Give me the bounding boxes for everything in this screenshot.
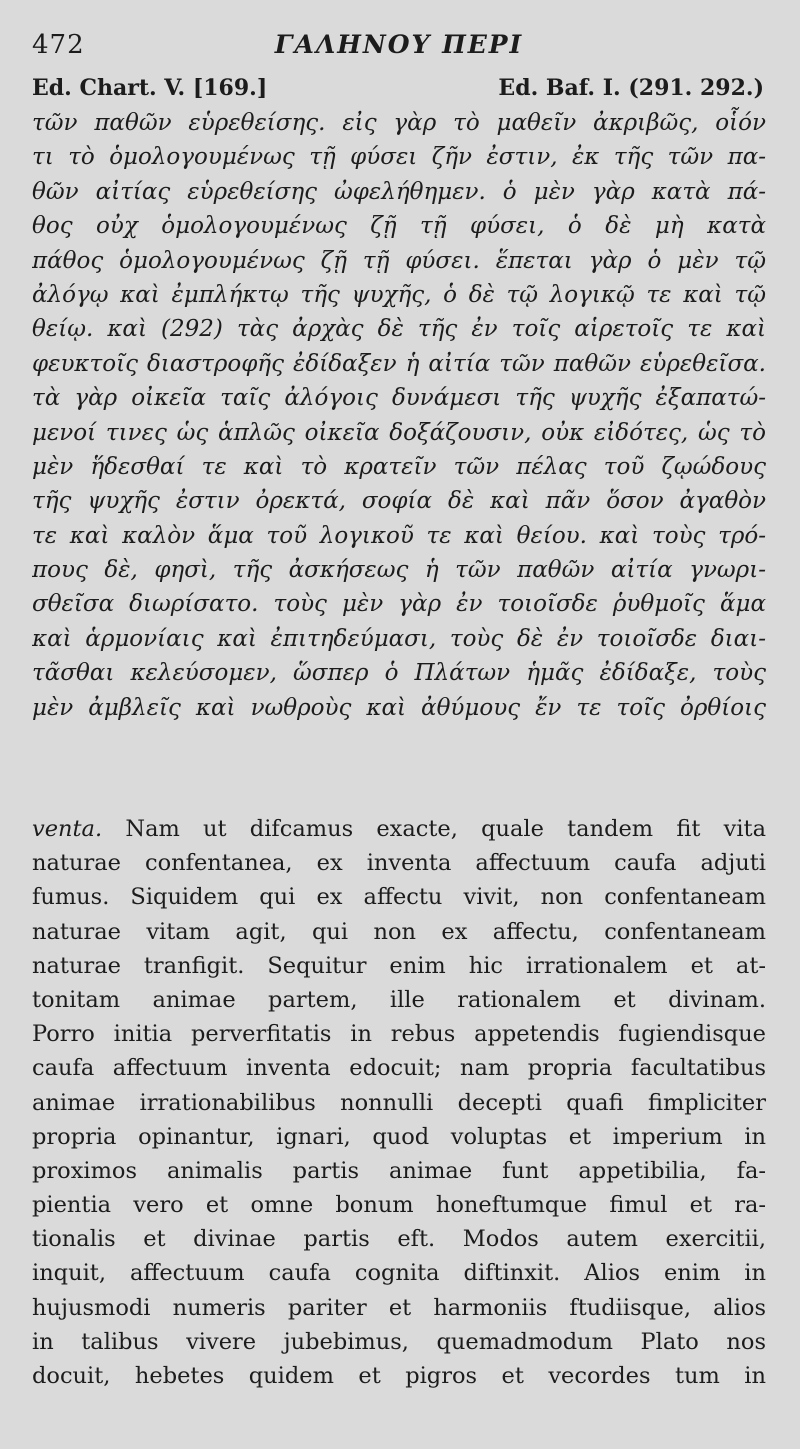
latin-text-line: animae irrationabilibus nonnulli decepti quafi fimpliciter [32,1089,766,1116]
page-header [32,26,766,66]
latin-text-line: docuit, hebetes quidem et pigros et vecordes tum in [32,1363,766,1389]
greek-text-line: μὲν ἥδεσθαί τε καὶ τὸ κρατεῖν τῶν πέλας τοῦ ζῳώδους [32,453,766,480]
latin-text-line: in talibus vivere jubebimus, quemadmodum Plato nos [32,1328,766,1355]
page-number: 472 [32,30,85,60]
latin-text-line: caufa affectuum inventa edocuit; nam propria facultatibus [32,1055,766,1082]
edition-reference-chartier: Ed. Chart. V. [169.] [32,75,268,101]
latin-text-line: pientia vero et omne bonum honeftumque fimul et ra- [32,1192,766,1219]
greek-text-line: καὶ ἁρμονίαις καὶ ἐπιτηδεύμασι, τοὺς δὲ ἐν τοιοῖσδε διαι- [32,625,766,652]
greek-text-line: μὲν ἀμβλεῖς καὶ νωθροὺς καὶ ἀθύμους ἔν τε τοῖς ὀρθίοις [32,694,766,721]
latin-text-segment: Nam ut difcamus exacte, quale tandem fit vita [125,816,766,842]
latin-text-line: tonitam animae partem, ille rationalem et divinam. [32,986,766,1013]
latin-text-line: tionalis et divinae partis eft. Modos autem exercitii, [32,1226,766,1253]
greek-text-line: πους δὲ, φησὶ, τῆς ἀσκήσεως ἡ τῶν παθῶν αἰτία γνωρι- [32,557,766,584]
greek-text-line: τῆς ψυχῆς ἐστιν ὀρεκτά, σοφία δὲ καὶ πᾶν ὅσον ἀγαθὸν [32,488,766,515]
greek-text-line: θείῳ. καὶ (292) τὰς ἀρχὰς δὲ τῆς ἐν τοῖς αἱρετοῖς τε καὶ [32,316,766,343]
greek-text-line: τι τὸ ὁμολογουμένως τῇ φύσει ζῆν ἐστιν, ἐκ τῆς τῶν πα- [32,144,766,171]
greek-text-line: φευκτοῖς διαστροφῆς ἐδίδαξεν ἡ αἰτία τῶν παθῶν εὑρεθεῖσα. [32,350,766,377]
latin-text-line: naturae tranfigit. Sequitur enim hic irrationalem et at- [32,952,766,979]
greek-text-line: τῶν παθῶν εὑρεθείσης. εἰς γὰρ τὸ μαθεῖν ἀκριβῶς, οἷόν [32,110,766,136]
greek-text-line: πάθος ὁμολογουμένως ζῇ τῇ φύσει. ἕπεται γὰρ ὁ μὲν τῷ [32,247,766,274]
latin-text-line: hujusmodi numeris pariter et harmoniis ftudiisque, alios [32,1294,766,1321]
latin-text-line: propria opinantur, ignari, quod voluptas et imperium in [32,1123,766,1150]
latin-text-block [32,812,766,1393]
greek-text-line: τὰ γὰρ οἰκεῖα ταῖς ἀλόγοις δυνάμεσι τῆς ψυχῆς ἐξαπατώ- [32,385,766,412]
greek-text-line: σθεῖσα διωρίσατο. τοὺς μὲν γὰρ ἐν τοιοῖσδε ῥυθμοῖς ἅμα [32,591,766,618]
edition-references [32,75,764,105]
greek-text-block [32,106,766,725]
greek-text-line: τᾶσθαι κελεύσομεν, ὥσπερ ὁ Πλάτων ἡμᾶς ἐδίδαξε, τοὺς [32,660,766,687]
latin-text-line: fumus. Siquidem qui ex affectu vivit, non confentaneam [32,884,766,911]
latin-continuation-word: venta. [32,816,103,842]
greek-text-line: θος οὐχ ὁμολογουμένως ζῇ τῇ φύσει, ὁ δὲ μὴ κατὰ [32,213,766,240]
latin-text-line: inquit, affectuum caufa cognita diftinxit. Alios enim in [32,1260,766,1287]
edition-reference-basel: Ed. Baf. I. (291. 292.) [498,75,764,101]
latin-text-line: naturae vitam agit, qui non ex affectu, confentaneam [32,918,766,945]
greek-text-line: τε καὶ καλὸν ἅμα τοῦ λογικοῦ τε καὶ θείου. καὶ τοὺς τρό- [32,522,766,549]
latin-text-line: Porro initia perverfitatis in rebus appetendis fugiendisque [32,1021,766,1048]
greek-text-line: θῶν αἰτίας εὑρεθείσης ὠφελήθημεν. ὁ μὲν γὰρ κατὰ πά- [32,178,766,205]
running-title: ΓΑΛΗΝΟΥ ΠΕΡΙ [274,30,524,59]
greek-text-line: ἀλόγῳ καὶ ἐμπλήκτῳ τῆς ψυχῆς, ὁ δὲ τῷ λογικῷ τε καὶ τῷ [32,281,766,308]
latin-text-line: proximos animalis partis animae funt appetibilia, fa- [32,1157,766,1184]
latin-text-line: naturae confentanea, ex inventa affectuum caufa adjuti [32,850,766,877]
greek-text-line: μενοί τινες ὡς ἁπλῶς οἰκεῖα δοξάζουσιν, οὐκ εἰδότες, ὡς τὸ [32,419,766,446]
latin-text-line [32,812,766,846]
